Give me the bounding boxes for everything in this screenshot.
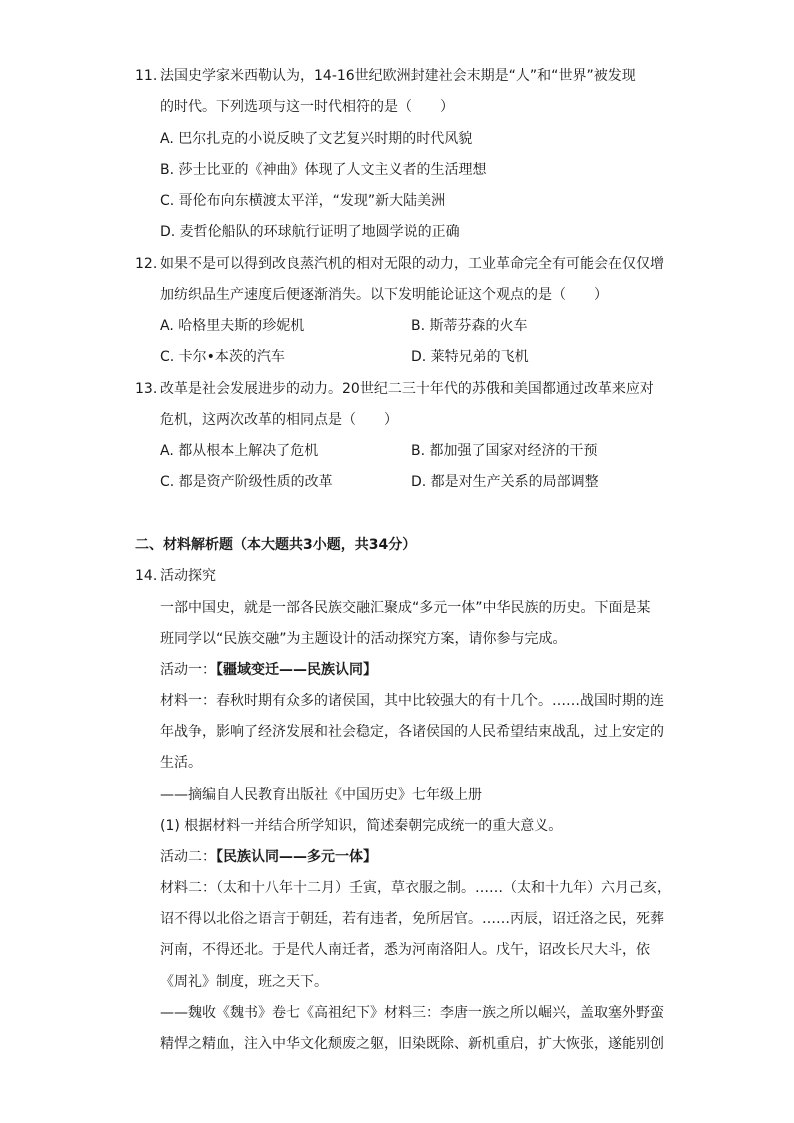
activity-title: 【疆域变迁——民族认同】 [216,662,377,678]
option-b: B. 莎士比亚的《神曲》体现了人文主义者的生活理想 [160,162,487,178]
activity-1 [160,660,377,680]
question-title: 活动探究 [160,568,216,584]
option-c: C. 卡尔•本茨的汽车 [160,349,285,365]
option-d: D. 麦哲伦船队的环球航行证明了地圆学说的正确 [160,224,460,240]
activity-label: 活动二： [160,849,216,865]
intro-text: 一部中国史，就是一部各民族交融汇聚成“多元一体”中华民族的历史。下面是某 [160,600,651,616]
material-1-source: ——摘编自人民教育出版社《中国历史》七年级上册 [160,787,482,803]
option-d: D. 都是对生产关系的局部调整 [411,474,599,490]
material-2-text: 材料二：（太和十八年十二月）壬寅，草衣服之制。……（太和十九年）六月己亥， [160,880,671,896]
question-stem: 改革是社会发展进步的动力。20世纪二三十年代的苏俄和美国都通过改革来应对 [160,381,654,397]
material-2-source-and-material-3: ——魏收《魏书》卷七《高祖纪下》材料三：李唐一族之所以崛兴，盖取塞外野蛮 [160,1005,664,1021]
material-1-text: 材料一：春秋时期有众多的诸侯国，其中比较强大的有十几个。……战国时期的连 [160,693,664,709]
option-a: A. 巴尔扎克的小说反映了文艺复兴时期的时代风貌 [160,131,473,147]
option-c: C. 哥伦布向东横渡太平洋，“发现”新大陆美洲 [160,193,446,209]
option-b: B. 斯蒂芬森的火车 [411,318,528,334]
option-b: B. 都加强了国家对经济的干预 [411,443,598,459]
material-2-text: 河南，不得还北。于是代人南迁者，悉为河南洛阳人。戊午，诏改长尺大斗，依 [160,942,650,958]
option-c: C. 都是资产阶级性质的改革 [160,474,333,490]
question-stem: 加纺织品生产速度后便逐渐消失。以下发明能论证这个观点的是（ ） [160,287,608,303]
sub-question-1: (1) 根据材料一并结合所学知识，简述秦朝完成统一的重大意义。 [160,818,563,834]
material-2-text: 诏不得以北俗之语言于朝廷，若有违者，免所居官。……丙辰，诏迁洛之民，死葬 [160,911,664,927]
question-stem: 的时代。下列选项与这一时代相符的是（ ） [160,99,454,115]
question-number: 11. [135,68,158,84]
material-1-text: 生活。 [160,755,202,771]
activity-title: 【民族认同——多元一体】 [216,849,377,865]
question-stem: 危机，这两次改革的相同点是（ ） [160,412,398,428]
material-2-text: 《周礼》制度，班之天下。 [160,974,328,990]
option-d: D. 莱特兄弟的飞机 [411,349,529,365]
question-number: 12. [135,256,158,272]
section-heading: 二、材料解析题（本大题共3小题，共34分） [135,537,417,553]
question-number: 13. [135,381,158,397]
option-a: A. 哈格里夫斯的珍妮机 [160,318,305,334]
question-stem: 如果不是可以得到改良蒸汽机的相对无限的动力，工业革命完全有可能会在仅仅增 [160,256,664,272]
intro-text: 班同学以“民族交融”为主题设计的活动探究方案，请你参与完成。 [160,631,567,647]
activity-2 [160,847,377,867]
option-a: A. 都从根本上解决了危机 [160,443,319,459]
question-number: 14. [135,568,158,584]
question-stem: 法国史学家米西勒认为，14-16世纪欧洲封建社会末期是“人”和“世界”被发现 [160,68,636,84]
material-1-text: 年战争，影响了经济发展和社会稳定，各诸侯国的人民希望结束战乱，过上安定的 [160,724,664,740]
material-3-text: 精悍之精血，注入中华文化颓废之躯，旧染既除、新机重启，扩大恢张，遂能别创 [160,1036,664,1052]
activity-label: 活动一： [160,662,216,678]
